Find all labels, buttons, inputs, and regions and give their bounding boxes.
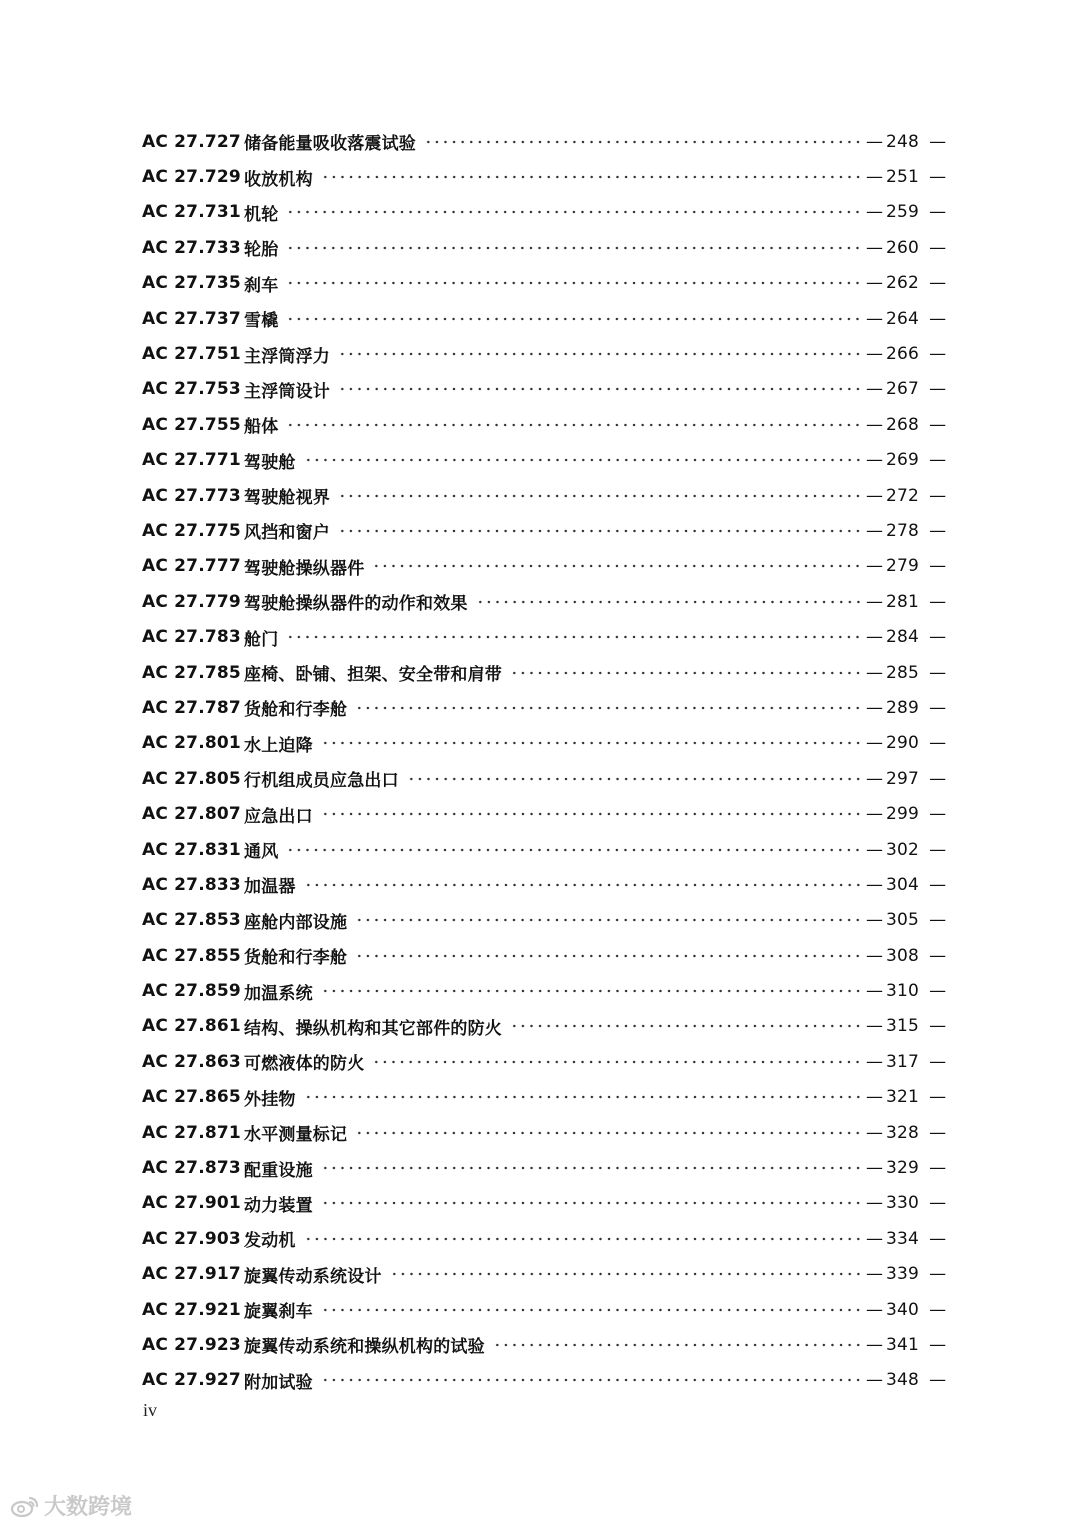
page-dash: — — [929, 1051, 947, 1072]
toc-entry-title: 驾驶舱操纵器件 — [244, 558, 365, 579]
page-dash: — — [929, 591, 947, 612]
toc-entry-code: AC 27.785 — [142, 662, 241, 683]
dot-leader — [424, 137, 862, 147]
toc-entry-page-number: 299 — [886, 804, 920, 825]
toc-entry-code: AC 27.807 — [142, 804, 241, 825]
page-dash: — — [866, 697, 884, 718]
toc-entry-title: 货舱和行李舱 — [244, 700, 348, 721]
toc-entry-page — [866, 1016, 947, 1037]
page-number: iv — [143, 1400, 158, 1420]
toc-entry-code: AC 27.923 — [142, 1334, 241, 1355]
toc-entry[interactable] — [142, 1044, 947, 1079]
toc-entry[interactable] — [142, 372, 947, 407]
toc-entry[interactable] — [142, 1363, 947, 1398]
toc-entry-code: AC 27.783 — [142, 627, 241, 648]
toc-entry-page-number: 281 — [886, 591, 920, 612]
dot-leader — [286, 207, 862, 217]
page-dash: — — [929, 768, 947, 789]
toc-entry-code: AC 27.735 — [142, 273, 241, 294]
toc-entry-code: AC 27.733 — [142, 237, 241, 258]
toc-entry[interactable] — [142, 478, 947, 513]
toc-entry-page-number: 304 — [886, 874, 920, 895]
toc-entry-title: 风挡和窗户 — [244, 523, 330, 544]
page-dash: — — [866, 1264, 884, 1285]
dot-leader — [355, 915, 862, 925]
toc-entry-page — [866, 273, 947, 294]
toc-entry-page-number: 267 — [886, 379, 920, 400]
toc-entry-code: AC 27.729 — [142, 167, 241, 188]
page-dash: — — [866, 1334, 884, 1355]
dot-leader — [355, 951, 862, 961]
dot-leader — [407, 774, 862, 784]
page-dash: — — [929, 1158, 947, 1179]
toc-entry[interactable] — [142, 655, 947, 690]
toc-entry-code: AC 27.787 — [142, 697, 241, 718]
toc-entry[interactable] — [142, 690, 947, 725]
toc-entry-page — [866, 981, 947, 1002]
toc-entry-page-number: 289 — [886, 697, 920, 718]
toc-entry[interactable] — [142, 549, 947, 584]
toc-entry[interactable] — [142, 1257, 947, 1292]
toc-entry-title: 行机组成员应急出口 — [244, 771, 399, 792]
toc-entry-page-number: 339 — [886, 1264, 920, 1285]
dot-leader — [304, 455, 862, 465]
page-dash: — — [866, 1228, 884, 1249]
toc-entry[interactable] — [142, 903, 947, 938]
toc-entry-code: AC 27.805 — [142, 768, 241, 789]
toc-entry-page — [866, 1087, 947, 1108]
dot-leader — [286, 243, 862, 253]
toc-entry[interactable] — [142, 443, 947, 478]
toc-entry-page — [866, 520, 947, 541]
page-dash: — — [929, 414, 947, 435]
page-dash: — — [866, 627, 884, 648]
dot-leader — [321, 986, 862, 996]
page-dash: — — [929, 450, 947, 471]
page-dash: — — [866, 945, 884, 966]
page-dash: — — [929, 1087, 947, 1108]
toc-entry[interactable] — [142, 832, 947, 867]
toc-entry-page-number: 264 — [886, 308, 920, 329]
toc-entry[interactable] — [142, 159, 947, 194]
toc-entry-title: 水上迫降 — [244, 735, 313, 756]
page-dash: — — [866, 273, 884, 294]
toc-entry-page — [866, 910, 947, 931]
toc-entry-code: AC 27.755 — [142, 414, 241, 435]
page-dash: — — [866, 131, 884, 152]
toc-entry[interactable] — [142, 726, 947, 761]
dot-leader — [510, 1021, 862, 1031]
dot-leader — [321, 1375, 862, 1385]
page-dash: — — [929, 273, 947, 294]
toc-entry-title: 轮胎 — [244, 240, 279, 261]
toc-entry[interactable] — [142, 584, 947, 619]
toc-entry[interactable] — [142, 1292, 947, 1327]
toc-entry-code: AC 27.901 — [142, 1193, 241, 1214]
page-dash: — — [929, 874, 947, 895]
toc-entry-title: 水平测量标记 — [244, 1125, 348, 1146]
page-dash: — — [929, 1264, 947, 1285]
toc-entry[interactable] — [142, 761, 947, 796]
page-dash: — — [866, 804, 884, 825]
toc-entry[interactable] — [142, 513, 947, 548]
toc-entry-title: 刹车 — [244, 275, 279, 296]
page-dash: — — [929, 627, 947, 648]
toc-entry[interactable] — [142, 1080, 947, 1115]
toc-entry[interactable] — [142, 301, 947, 336]
toc-entry-page — [866, 344, 947, 365]
toc-entry-code: AC 27.903 — [142, 1228, 241, 1249]
toc-entry-page-number: 278 — [886, 520, 920, 541]
toc-entry-page — [866, 697, 947, 718]
toc-entry-code: AC 27.833 — [142, 874, 241, 895]
page-dash: — — [929, 308, 947, 329]
toc-entry-title: 船体 — [244, 417, 279, 438]
page-dash: — — [866, 874, 884, 895]
dot-leader — [321, 738, 862, 748]
toc-entry[interactable] — [142, 938, 947, 973]
toc-entry-title: 加温系统 — [244, 983, 313, 1004]
toc-entry[interactable] — [142, 1221, 947, 1256]
page-dash: — — [866, 1370, 884, 1391]
page-dash: — — [929, 167, 947, 188]
toc-entry-page — [866, 627, 947, 648]
page-dash: — — [929, 485, 947, 506]
toc-entry-page — [866, 768, 947, 789]
toc-entry-title: 通风 — [244, 842, 279, 862]
toc-entry-page — [866, 839, 947, 860]
toc-entry-page — [866, 1264, 947, 1285]
page-dash: — — [929, 202, 947, 223]
toc-entry-page-number: 317 — [886, 1051, 920, 1072]
toc-entry-title: 驾驶舱视界 — [244, 488, 330, 509]
toc-entry-page-number: 308 — [886, 945, 920, 966]
toc-entry-title: 旋翼传动系统和操纵机构的试验 — [244, 1337, 485, 1358]
toc-entry[interactable] — [142, 796, 947, 831]
toc-entry-title: 外挂物 — [244, 1089, 296, 1110]
toc-entry-code: AC 27.753 — [142, 379, 241, 400]
toc-entry-code: AC 27.927 — [142, 1370, 241, 1391]
toc-entry-code: AC 27.773 — [142, 485, 241, 506]
toc-entry-page-number: 262 — [886, 273, 920, 294]
toc-entry-code: AC 27.865 — [142, 1087, 241, 1108]
page-dash: — — [929, 1228, 947, 1249]
toc-entry[interactable] — [142, 1150, 947, 1185]
toc-entry-page-number: 328 — [886, 1122, 920, 1143]
toc-entry-code: AC 27.779 — [142, 591, 241, 612]
toc-entry-title: 附加试验 — [244, 1372, 313, 1393]
page-dash: — — [929, 839, 947, 860]
page-dash: — — [929, 556, 947, 577]
toc-entry-code: AC 27.727 — [142, 131, 241, 152]
toc-entry-page-number: 330 — [886, 1193, 920, 1214]
page-dash: — — [866, 450, 884, 471]
toc-entry-page-number: 340 — [886, 1299, 920, 1320]
table-of-contents — [142, 124, 947, 1398]
toc-entry-code: AC 27.873 — [142, 1158, 241, 1179]
toc-entry-page — [866, 1299, 947, 1320]
toc-entry-code: AC 27.861 — [142, 1016, 241, 1037]
toc-entry-page — [866, 167, 947, 188]
toc-entry-page-number: 348 — [886, 1370, 920, 1391]
toc-entry-title: 雪橇 — [244, 311, 279, 332]
dot-leader — [355, 703, 862, 713]
toc-entry-page — [866, 1051, 947, 1072]
dot-leader — [286, 632, 862, 642]
page-dash: — — [929, 379, 947, 400]
toc-entry-title: 收放机构 — [244, 169, 313, 190]
toc-entry-page — [866, 591, 947, 612]
dot-leader — [355, 1128, 862, 1138]
page-dash: — — [866, 1299, 884, 1320]
toc-entry-page-number: 248 — [886, 131, 920, 152]
dot-leader — [286, 845, 862, 855]
toc-entry-code: AC 27.831 — [142, 839, 241, 860]
page-dash: — — [866, 1087, 884, 1108]
toc-entry-title: 主浮筒浮力 — [244, 346, 330, 367]
toc-entry-code: AC 27.775 — [142, 520, 241, 541]
toc-entry-code: AC 27.921 — [142, 1299, 241, 1320]
page-dash: — — [929, 804, 947, 825]
page-dash: — — [929, 1122, 947, 1143]
toc-entry-page-number: 302 — [886, 839, 920, 860]
toc-entry[interactable] — [142, 867, 947, 902]
page-dash: — — [929, 1299, 947, 1320]
toc-entry-page-number: 305 — [886, 910, 920, 931]
toc-entry-page-number: 272 — [886, 485, 920, 506]
toc-entry-page — [866, 874, 947, 895]
toc-entry-page — [866, 202, 947, 223]
dot-leader — [476, 597, 862, 607]
page-dash: — — [866, 1122, 884, 1143]
page-dash: — — [929, 237, 947, 258]
toc-entry-page — [866, 379, 947, 400]
page-dash: — — [929, 733, 947, 754]
toc-entry-page-number: 321 — [886, 1087, 920, 1108]
dot-leader — [304, 1234, 862, 1244]
toc-entry-page — [866, 1370, 947, 1391]
dot-leader — [510, 668, 862, 678]
toc-entry-code: AC 27.737 — [142, 308, 241, 329]
toc-entry-page — [866, 237, 947, 258]
toc-entry-page — [866, 1193, 947, 1214]
toc-entry-page-number: 260 — [886, 237, 920, 258]
toc-entry-code: AC 27.801 — [142, 733, 241, 754]
dot-leader — [372, 561, 862, 571]
page-dash: — — [866, 591, 884, 612]
toc-entry-title: 动力装置 — [244, 1195, 313, 1216]
toc-entry-title: 旋翼传动系统设计 — [244, 1266, 382, 1287]
page-dash: — — [929, 1370, 947, 1391]
watermark — [10, 1490, 132, 1521]
toc-entry[interactable] — [142, 336, 947, 371]
toc-entry[interactable] — [142, 230, 947, 265]
page-dash: — — [929, 1334, 947, 1355]
toc-entry-page — [866, 131, 947, 152]
toc-entry-page — [866, 733, 947, 754]
toc-entry[interactable] — [142, 1009, 947, 1044]
toc-entry-code: AC 27.917 — [142, 1264, 241, 1285]
dot-leader — [390, 1269, 862, 1279]
toc-entry-code: AC 27.771 — [142, 450, 241, 471]
toc-entry-page-number: 284 — [886, 627, 920, 648]
toc-entry-title: 货舱和行李舱 — [244, 948, 348, 969]
page-dash: — — [866, 768, 884, 789]
page-dash: — — [866, 308, 884, 329]
toc-entry-code: AC 27.859 — [142, 981, 241, 1002]
toc-entry-code: AC 27.751 — [142, 344, 241, 365]
toc-entry-page-number: 279 — [886, 556, 920, 577]
page-dash: — — [929, 981, 947, 1002]
dot-leader — [321, 1305, 862, 1315]
toc-entry-page — [866, 804, 947, 825]
toc-entry[interactable] — [142, 1327, 947, 1362]
toc-entry[interactable] — [142, 1115, 947, 1150]
page-dash: — — [866, 733, 884, 754]
toc-entry-page — [866, 556, 947, 577]
toc-entry-title: 座舱内部设施 — [244, 912, 348, 933]
toc-entry-title: 驾驶舱 — [244, 452, 296, 473]
page-dash: — — [866, 1193, 884, 1214]
toc-entry[interactable] — [142, 619, 947, 654]
page-dash: — — [929, 697, 947, 718]
toc-entry-page — [866, 1158, 947, 1179]
dot-leader — [338, 349, 862, 359]
page-dash: — — [866, 237, 884, 258]
toc-entry-title: 旋翼刹车 — [244, 1302, 313, 1323]
toc-entry-page — [866, 414, 947, 435]
toc-entry-title: 应急出口 — [244, 806, 313, 827]
toc-entry-page — [866, 1334, 947, 1355]
toc-entry[interactable] — [142, 266, 947, 301]
dot-leader — [321, 1163, 862, 1173]
dot-leader — [321, 1198, 862, 1208]
toc-entry-page-number: 315 — [886, 1016, 920, 1037]
page-dash: — — [866, 981, 884, 1002]
page-dash: — — [929, 344, 947, 365]
toc-entry-code: AC 27.853 — [142, 910, 241, 931]
dot-leader — [493, 1340, 862, 1350]
toc-entry-page-number: 285 — [886, 662, 920, 683]
dot-leader — [286, 314, 862, 324]
toc-entry-title: 发动机 — [244, 1231, 296, 1252]
toc-entry-page-number: 251 — [886, 167, 920, 188]
toc-entry[interactable] — [142, 195, 947, 230]
page-dash: — — [866, 167, 884, 188]
dot-leader — [321, 172, 862, 182]
dot-leader — [304, 880, 862, 890]
toc-entry[interactable] — [142, 1186, 947, 1221]
weibo-logo-icon — [10, 1494, 40, 1518]
toc-entry-page-number: 269 — [886, 450, 920, 471]
page-dash: — — [929, 131, 947, 152]
watermark-text: 大数跨境 — [44, 1495, 133, 1520]
toc-entry-page-number: 341 — [886, 1334, 920, 1355]
page-dash: — — [929, 1193, 947, 1214]
toc-entry[interactable] — [142, 407, 947, 442]
dot-leader — [321, 809, 862, 819]
toc-entry-title: 舱门 — [244, 629, 279, 650]
toc-entry-page — [866, 945, 947, 966]
toc-entry-title: 机轮 — [244, 204, 279, 225]
toc-entry-code: AC 27.863 — [142, 1051, 241, 1072]
toc-entry-page-number: 334 — [886, 1228, 920, 1249]
toc-entry-title: 结构、操纵机构和其它部件的防火 — [244, 1018, 502, 1039]
page-dash: — — [929, 662, 947, 683]
dot-leader — [304, 1092, 862, 1102]
page-dash: — — [866, 556, 884, 577]
toc-entry-page — [866, 450, 947, 471]
toc-entry-title: 主浮筒设计 — [244, 381, 330, 402]
toc-entry-title: 配重设施 — [244, 1160, 313, 1181]
page-dash: — — [866, 839, 884, 860]
toc-entry-page — [866, 1122, 947, 1143]
page-dash: — — [866, 662, 884, 683]
toc-entry-code: AC 27.855 — [142, 945, 241, 966]
dot-leader — [372, 1057, 862, 1067]
dot-leader — [338, 526, 862, 536]
page-dash: — — [929, 1016, 947, 1037]
toc-entry-title: 储备能量吸收落震试验 — [244, 134, 416, 155]
toc-entry-page-number: 266 — [886, 344, 920, 365]
page-dash: — — [866, 379, 884, 400]
page-dash: — — [866, 414, 884, 435]
toc-entry-page-number: 290 — [886, 733, 920, 754]
dot-leader — [338, 384, 862, 394]
dot-leader — [286, 278, 862, 288]
toc-entry-code: AC 27.777 — [142, 556, 241, 577]
toc-entry-page-number: 310 — [886, 981, 920, 1002]
dot-leader — [286, 420, 862, 430]
page-dash: — — [866, 1016, 884, 1037]
page-dash: — — [866, 1051, 884, 1072]
toc-entry[interactable] — [142, 973, 947, 1008]
toc-entry-page — [866, 308, 947, 329]
toc-entry-page — [866, 662, 947, 683]
toc-entry-page — [866, 485, 947, 506]
page-dash: — — [866, 910, 884, 931]
page-dash: — — [866, 485, 884, 506]
page-dash: — — [866, 520, 884, 541]
page-dash: — — [929, 945, 947, 966]
toc-entry-page-number: 297 — [886, 768, 920, 789]
page-dash: — — [866, 344, 884, 365]
page-dash: — — [866, 1158, 884, 1179]
page-dash: — — [866, 202, 884, 223]
toc-entry[interactable] — [142, 124, 947, 159]
toc-entry-code: AC 27.871 — [142, 1122, 241, 1143]
toc-entry-page-number: 268 — [886, 414, 920, 435]
toc-entry-title: 驾驶舱操纵器件的动作和效果 — [244, 594, 468, 615]
dot-leader — [338, 491, 862, 501]
toc-entry-title: 座椅、卧铺、担架、安全带和肩带 — [244, 665, 502, 686]
toc-entry-code: AC 27.731 — [142, 202, 241, 223]
toc-entry-page-number: 259 — [886, 202, 920, 223]
toc-entry-page — [866, 1228, 947, 1249]
toc-entry-page-number: 329 — [886, 1158, 920, 1179]
page-dash: — — [929, 520, 947, 541]
page-dash: — — [929, 910, 947, 931]
toc-entry-title: 加温器 — [244, 877, 296, 898]
toc-entry-title: 可燃液体的防火 — [244, 1054, 365, 1075]
